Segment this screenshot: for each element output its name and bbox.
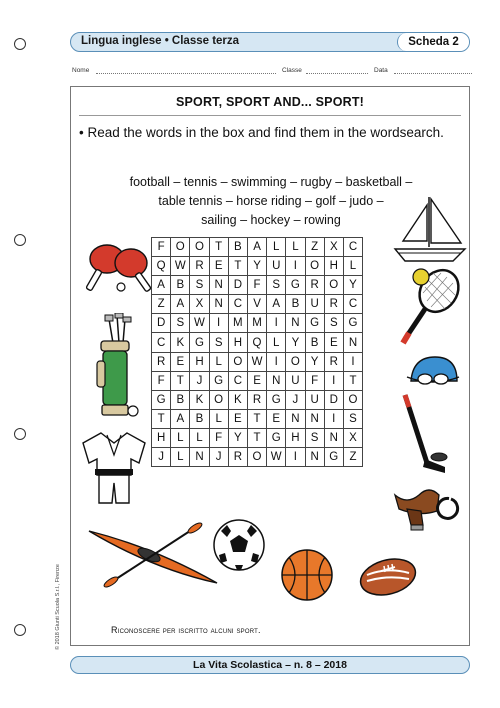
worksheet-frame (70, 86, 470, 646)
grid-cell[interactable]: U (267, 257, 286, 276)
grid-cell[interactable]: F (209, 428, 228, 447)
grid-cell[interactable]: T (228, 257, 247, 276)
grid-cell[interactable]: X (324, 238, 343, 257)
grid-cell[interactable]: W (190, 314, 209, 333)
grid-cell[interactable]: N (324, 428, 343, 447)
grid-cell[interactable]: J (190, 371, 209, 390)
grid-cell[interactable]: E (247, 371, 266, 390)
grid-row (152, 238, 363, 257)
grid-cell[interactable]: S (343, 409, 362, 428)
soccer-ball-icon (211, 517, 267, 573)
grid-row (152, 371, 363, 390)
grid-cell[interactable]: Y (286, 333, 305, 352)
grid-cell[interactable]: I (343, 352, 362, 371)
grid-cell[interactable]: A (247, 238, 266, 257)
grid-cell[interactable]: N (209, 276, 228, 295)
grid-cell[interactable]: L (190, 428, 209, 447)
grid-cell[interactable]: O (247, 448, 266, 467)
golf-bag-icon (95, 313, 145, 423)
grid-cell[interactable]: T (247, 409, 266, 428)
wordsearch-grid (151, 237, 363, 467)
word-line: sailing – hockey – rowing (201, 213, 341, 227)
grid-cell[interactable]: B (171, 390, 190, 409)
grid-cell[interactable]: A (171, 295, 190, 314)
grid-cell[interactable]: S (171, 314, 190, 333)
grid-cell[interactable]: K (171, 333, 190, 352)
grid-cell[interactable]: X (190, 295, 209, 314)
grid-cell[interactable]: R (305, 276, 324, 295)
grid-cell[interactable]: W (247, 352, 266, 371)
hockey-stick-icon (397, 393, 457, 479)
grid-cell[interactable]: Q (152, 257, 171, 276)
grid-cell[interactable]: S (324, 314, 343, 333)
grid-cell[interactable]: I (324, 409, 343, 428)
grid-cell[interactable]: C (228, 295, 247, 314)
grid-cell[interactable]: C (343, 295, 362, 314)
word-line: football – tennis – swimming – rugby – basketball – (129, 175, 413, 189)
footer-banner: La Vita Scolastica – n. 8 – 2018 (70, 656, 470, 674)
grid-cell[interactable]: Y (305, 352, 324, 371)
grid-cell[interactable]: O (324, 276, 343, 295)
grid-cell[interactable]: C (228, 371, 247, 390)
grid-cell[interactable]: R (152, 352, 171, 371)
grid-cell[interactable]: N (305, 448, 324, 467)
date-field[interactable] (394, 73, 472, 74)
grid-cell[interactable]: F (305, 371, 324, 390)
grid-cell[interactable]: N (343, 333, 362, 352)
class-field[interactable] (306, 73, 368, 74)
grid-row (152, 257, 363, 276)
grid-cell[interactable]: M (228, 314, 247, 333)
skill-objective: Riconoscere per iscritto alcuni sport. (111, 625, 261, 635)
grid-cell[interactable]: U (305, 390, 324, 409)
grid-cell[interactable]: V (247, 295, 266, 314)
grid-row (152, 333, 363, 352)
grid-row (152, 295, 363, 314)
grid-cell[interactable]: N (209, 295, 228, 314)
grid-cell[interactable]: W (267, 448, 286, 467)
grid-cell[interactable]: O (171, 238, 190, 257)
grid-cell[interactable]: E (228, 409, 247, 428)
grid-cell[interactable]: R (247, 390, 266, 409)
grid-cell[interactable]: Q (247, 333, 266, 352)
grid-row (152, 390, 363, 409)
grid-cell[interactable]: T (343, 371, 362, 390)
grid-cell[interactable]: L (343, 257, 362, 276)
grid-cell[interactable]: Y (343, 276, 362, 295)
grid-row (152, 428, 363, 447)
grid-cell[interactable]: O (209, 390, 228, 409)
grid-cell[interactable]: Y (228, 428, 247, 447)
grid-cell[interactable]: E (209, 257, 228, 276)
grid-cell[interactable]: G (190, 333, 209, 352)
grid-cell[interactable]: E (267, 409, 286, 428)
rugby-ball-icon (357, 555, 419, 599)
grid-cell[interactable]: L (286, 238, 305, 257)
grid-cell[interactable]: M (247, 314, 266, 333)
grid-cell[interactable]: J (209, 448, 228, 467)
grid-cell[interactable]: B (305, 333, 324, 352)
grid-cell[interactable]: I (286, 257, 305, 276)
grid-cell[interactable]: N (305, 409, 324, 428)
grid-cell[interactable]: Z (343, 448, 362, 467)
word-line: table tennis – horse riding – golf – judo – (158, 194, 384, 208)
binder-hole-4 (14, 624, 26, 636)
grid-cell[interactable]: H (324, 257, 343, 276)
grid-cell[interactable]: L (267, 238, 286, 257)
grid-cell[interactable]: G (286, 276, 305, 295)
grid-row (152, 276, 363, 295)
grid-row (152, 314, 363, 333)
grid-cell[interactable]: C (152, 333, 171, 352)
instruction-text: • Read the words in the box and find them in the wordsearch. (79, 125, 444, 140)
grid-cell[interactable]: A (171, 409, 190, 428)
grid-cell[interactable]: T (247, 428, 266, 447)
grid-cell[interactable]: B (171, 276, 190, 295)
grid-cell[interactable]: G (152, 390, 171, 409)
grid-cell[interactable]: T (171, 371, 190, 390)
grid-row (152, 448, 363, 467)
grid-cell[interactable]: O (286, 352, 305, 371)
grid-cell[interactable]: K (228, 390, 247, 409)
grid-cell[interactable]: I (267, 352, 286, 371)
grid-cell[interactable]: G (267, 428, 286, 447)
grid-cell[interactable]: H (228, 333, 247, 352)
class-label: Classe (282, 67, 302, 74)
grid-cell[interactable]: G (305, 314, 324, 333)
grid-cell[interactable]: R (324, 352, 343, 371)
swim-cap-goggles-icon (405, 353, 461, 393)
grid-cell[interactable]: S (190, 276, 209, 295)
grid-cell[interactable]: I (286, 448, 305, 467)
grid-cell[interactable]: Z (305, 238, 324, 257)
grid-row (152, 352, 363, 371)
grid-cell[interactable]: O (305, 257, 324, 276)
judo-uniform-icon (79, 429, 149, 509)
grid-cell[interactable]: F (247, 276, 266, 295)
grid-cell[interactable]: H (152, 428, 171, 447)
grid-cell[interactable]: J (286, 390, 305, 409)
grid-cell[interactable]: F (152, 238, 171, 257)
grid-cell[interactable]: E (171, 352, 190, 371)
grid-cell[interactable]: E (324, 333, 343, 352)
grid-cell[interactable]: A (267, 295, 286, 314)
grid-cell[interactable]: F (152, 371, 171, 390)
binder-hole-2 (14, 234, 26, 246)
grid-cell[interactable]: I (209, 314, 228, 333)
grid-cell[interactable]: G (209, 371, 228, 390)
grid-cell[interactable]: B (228, 238, 247, 257)
grid-cell[interactable]: B (286, 295, 305, 314)
grid-cell[interactable]: D (324, 390, 343, 409)
grid-cell[interactable]: A (152, 276, 171, 295)
grid-cell[interactable]: I (324, 371, 343, 390)
copyright-notice: © 2018 Giunti Scuola S.r.l., Firenze (55, 564, 61, 650)
kayak-icon (83, 519, 223, 589)
grid-cell[interactable]: L (171, 428, 190, 447)
grid-cell[interactable]: L (209, 409, 228, 428)
grid-cell[interactable]: U (305, 295, 324, 314)
grid-cell[interactable]: G (343, 314, 362, 333)
header-banner (70, 32, 470, 52)
grid-cell[interactable]: N (267, 371, 286, 390)
grid-cell[interactable]: D (152, 314, 171, 333)
grid-cell[interactable]: S (209, 333, 228, 352)
grid-cell[interactable]: T (152, 409, 171, 428)
tennis-racket-icon (397, 265, 463, 349)
binder-hole-1 (14, 38, 26, 50)
grid-cell[interactable]: D (228, 276, 247, 295)
grid-cell[interactable]: Z (152, 295, 171, 314)
date-label: Data (374, 67, 388, 74)
grid-cell[interactable]: H (190, 352, 209, 371)
grid-cell[interactable]: L (171, 448, 190, 467)
grid-cell[interactable]: L (267, 333, 286, 352)
grid-cell[interactable]: T (209, 238, 228, 257)
binder-hole-3 (14, 428, 26, 440)
name-field[interactable] (96, 73, 276, 74)
grid-cell[interactable]: K (190, 390, 209, 409)
sheet-number: Scheda 2 (397, 33, 469, 51)
student-info-row (72, 67, 472, 79)
grid-cell[interactable]: O (228, 352, 247, 371)
grid-cell[interactable]: N (190, 448, 209, 467)
grid-cell[interactable]: N (286, 314, 305, 333)
grid-row (152, 409, 363, 428)
grid-cell[interactable]: L (209, 352, 228, 371)
grid-cell[interactable]: W (171, 257, 190, 276)
grid-cell[interactable]: X (343, 428, 362, 447)
grid-cell[interactable]: N (286, 409, 305, 428)
grid-cell[interactable]: Y (247, 257, 266, 276)
grid-cell[interactable]: R (228, 448, 247, 467)
grid-cell[interactable]: S (267, 276, 286, 295)
name-label: Nome (72, 67, 90, 74)
grid-cell[interactable]: U (286, 371, 305, 390)
grid-cell[interactable]: G (267, 390, 286, 409)
grid-cell[interactable]: S (305, 428, 324, 447)
subject-label: Lingua inglese • Classe terza (81, 35, 240, 47)
horse-saddle-icon (389, 481, 471, 535)
grid-cell[interactable]: B (190, 409, 209, 428)
grid-cell[interactable]: J (152, 448, 171, 467)
worksheet-title: SPORT, SPORT AND... SPORT! (175, 95, 365, 109)
grid-cell[interactable]: O (343, 390, 362, 409)
grid-cell[interactable]: R (324, 295, 343, 314)
grid-cell[interactable]: G (324, 448, 343, 467)
grid-cell[interactable]: C (343, 238, 362, 257)
grid-cell[interactable]: I (267, 314, 286, 333)
basketball-icon (279, 547, 335, 603)
title-divider (79, 115, 461, 116)
grid-cell[interactable]: H (286, 428, 305, 447)
sailboat-icon (389, 193, 469, 265)
grid-cell[interactable]: O (190, 238, 209, 257)
table-tennis-paddles-icon (85, 239, 155, 297)
grid-cell[interactable]: R (190, 257, 209, 276)
